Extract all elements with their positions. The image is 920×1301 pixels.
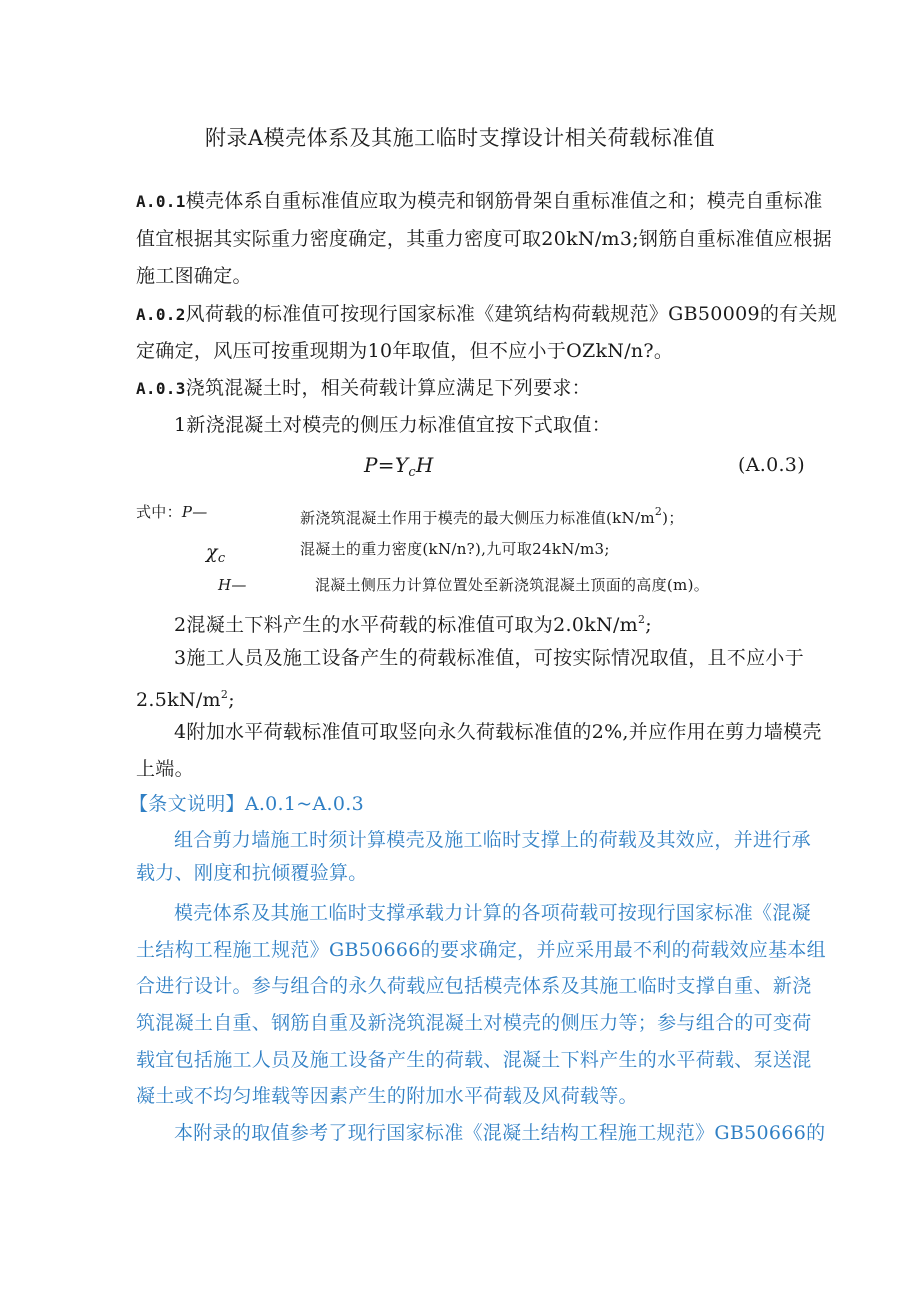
clause-a03-item1: 1新浇混凝土对模壳的侧压力标准值宜按下式取值： — [174, 414, 611, 436]
commentary-heading — [129, 792, 364, 816]
definition-text: 新浇筑混凝土作用于模壳的最大侧压力标准值(kN/m — [300, 509, 655, 527]
clause-id: A.0.2 — [136, 305, 186, 324]
clause-a03-item4-line1: 4附加水平荷载标准值可取竖向永久荷载标准值的2%,并应作用在剪力墙模壳 — [174, 721, 822, 743]
definition-p — [300, 502, 684, 528]
commentary-p1-line1: 组合剪力墙施工时须计算模壳及施工临时支撑上的荷载及其效应，并进行承 — [174, 829, 811, 851]
clause-a03-item4-line2: 上端。 — [136, 758, 194, 780]
clause-id: A.0.3 — [136, 379, 186, 398]
symbol-gamma — [206, 540, 225, 571]
clause-a01-line3: 施工图确定。 — [136, 265, 252, 287]
clause-a01-line1 — [136, 189, 823, 214]
clause-text: 模壳体系自重标准值应取为模壳和钢筋骨架自重标准值之和；模壳自重标准 — [185, 190, 823, 212]
item-sup: 2 — [220, 688, 229, 701]
commentary-p2-line6: 凝土或不均匀堆载等因素产生的附加水平荷载及风荷载等。 — [136, 1085, 638, 1107]
definition-sup: 2 — [654, 505, 663, 518]
symbol-gamma-sub: c — [217, 551, 226, 566]
item-end: ; — [228, 689, 235, 711]
item-text: 2混凝土下料产生的水平荷载的标准值可取为2.0kN/m — [174, 614, 638, 636]
commentary-p2-line5: 载宜包括施工人员及施工设备产生的荷载、混凝土下料产生的水平荷载、泵送混 — [136, 1049, 812, 1071]
symbol-h: H— — [218, 576, 247, 594]
clause-a01-line2: 值宜根据其实际重力密度确定，其重力密度可取20kN/m3;钢筋自重标准值应根据 — [136, 228, 832, 250]
clause-id: A.0.1 — [136, 192, 186, 211]
commentary-p2-line4: 筑混凝土自重、钢筋自重及新浇筑混凝土对模壳的侧压力等；参与组合的可变荷 — [136, 1012, 812, 1034]
definition-end: )； — [662, 509, 684, 527]
clause-a03-item3-line1: 3施工人员及施工设备产生的荷载标准值，可按实际情况取值，且不应小于 — [174, 647, 804, 669]
commentary-p1-line2: 载力、刚度和抗倾覆验算。 — [136, 862, 368, 884]
item-text: 2.5kN/m — [136, 689, 221, 711]
clause-text: 浇筑混凝土时，相关荷载计算应满足下列要求： — [185, 377, 591, 399]
formula-tail: H — [415, 453, 434, 477]
formula — [364, 453, 434, 485]
commentary-label: 【条文说明】 — [129, 793, 245, 815]
page-title: 附录A模壳体系及其施工临时支撑设计相关荷载标准值 — [205, 126, 716, 150]
item-sup: 2 — [637, 613, 646, 626]
clause-a03-line1 — [136, 376, 591, 401]
symbol-gamma-main: χ — [206, 541, 218, 563]
formula-number: (A.0.3) — [738, 454, 805, 476]
definition-h: 混凝土侧压力计算位置处至新浇筑混凝土顶面的高度(m)。 — [315, 576, 710, 594]
commentary-p3-line1: 本附录的取值参考了现行国家标准《混凝土结构工程施工规范》GB50666的 — [174, 1122, 826, 1144]
commentary-range: A.0.1~A.0.3 — [244, 793, 364, 815]
clause-a03-item3-line2 — [136, 683, 235, 712]
item-end: ; — [645, 614, 652, 636]
symbol-p: P— — [181, 503, 208, 521]
formula-subscript: c — [408, 465, 416, 480]
clause-a02-line1 — [136, 302, 837, 327]
formula-main: P=Y — [364, 453, 409, 477]
definition-gamma: 混凝土的重力密度(kN/n?),九可取24kN/m3; — [300, 540, 610, 558]
commentary-p2-line3: 合进行设计。参与组合的永久荷载应包括模壳体系及其施工临时支撑自重、新浇 — [136, 975, 812, 997]
commentary-p2-line1: 模壳体系及其施工临时支撑承载力计算的各项荷载可按现行国家标准《混凝 — [174, 902, 811, 924]
commentary-p2-line2: 土结构工程施工规范》GB50666的要求确定，并应采用最不利的荷载效应基本组 — [136, 939, 826, 961]
clause-a02-line2: 定确定，风压可按重现期为10年取值，但不应小于OZkN/n?。 — [136, 340, 674, 362]
where-label — [136, 502, 208, 522]
clause-a03-item2 — [174, 608, 652, 637]
clause-text: 风荷载的标准值可按现行国家标准《建筑结构荷载规范》GB50009的有关规 — [185, 303, 838, 325]
where-text: 式中： — [136, 503, 182, 521]
